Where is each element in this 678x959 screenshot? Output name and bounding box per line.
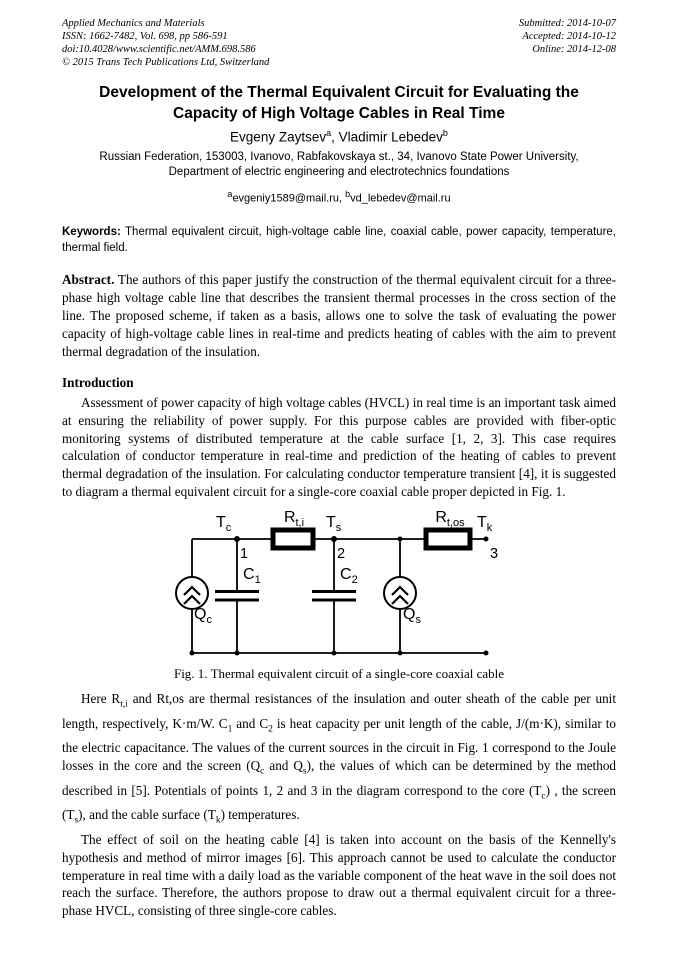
current-source-qc — [176, 577, 208, 609]
body-paragraph-3: The effect of soil on the heating cable [4] is taken into account on the basis of the Kennelly's hypothesis and method of mirror images [6]. This approach cannot be used to calculate the conductor temperature in real time with a daily load as the variable component of the heat wave in the soil does not reach the surface. Therefore, the authors propose to draw out a thermal equivalent circuit for a three-phase HVCL, consisting of three single-core cables. — [62, 831, 616, 919]
capacitor-label-c2: $C_2$ — [340, 566, 358, 587]
journal-copyright: © 2015 Trans Tech Publications Ltd, Switzerland — [62, 57, 270, 68]
source-label-qs: $Q_s$ — [403, 606, 421, 627]
node-label-tk: $T_k$ — [477, 514, 493, 535]
accepted-date: Accepted: 2014-10-12 — [522, 31, 616, 42]
resistor-rti — [273, 530, 313, 548]
resistor-label-rti: $R_{t,i}$ — [283, 509, 305, 530]
journal-doi: doi:10.4028/www.scientific.net/AMM.698.586 — [62, 44, 256, 55]
node-label-ts: $T_s$ — [326, 514, 342, 535]
keywords-block — [62, 225, 616, 256]
figure-1 — [62, 509, 616, 682]
keywords-label: Keywords: — [62, 226, 121, 239]
authors-line: Evgeny Zaytsev$^a$, Vladimir Lebedev$^b$ — [230, 128, 448, 145]
affiliation-line-2: Department of electric engineering and electrotechnics foundations — [168, 165, 510, 178]
abstract-block — [62, 271, 616, 361]
node-number-1: 1 — [240, 546, 249, 563]
affiliation-line-1: Russian Federation, 153003, Ivanovo, Rabfakovskaya st., 34, Ivanovo State Power University, — [99, 150, 579, 163]
capacitor-c1 — [215, 592, 259, 601]
node-number-2: 2 — [337, 546, 346, 563]
current-source-qs — [384, 577, 416, 609]
section-heading-introduction: Introduction — [62, 374, 134, 390]
resistor-rtos — [426, 530, 470, 548]
body-paragraph-2: Here $R_{t,i}$ and Rt,os are thermal resistances of the insulation and outer sheath of the cable per unit length, respectively, K·m/W. $C_1$ and $C_2$ is heat capacity per unit length of the cable, J/(m·K), similar to the electric capacitance. The values of the current sources in the circuit in Fig. 1 correspond to the Joule losses in the core and the screen ($Q_c$ and $Q_s$), the values of which can be determined by the method described in [5]. Potentials of points 1, 2 and 3 in the diagram correspond to the core $(T_c)$ , the screen $(T_s)$, and the cable surface $(T_k)$ temperatures. — [62, 691, 617, 826]
affiliation — [62, 150, 616, 180]
abstract-text: The authors of this paper justify the construction of the thermal equivalent circuit for a three-phase high voltage cable line that describes the transient thermal processes in the cross section of the line. The proposed scheme, if taken as a basis, allows one to solve the task of evaluating the power capacity of high-voltage cable lines in real-time and predicts heating of cables with the aim to prevent thermal degradation of the insulation. — [62, 272, 616, 359]
node-label-tc: $T_c$ — [216, 514, 232, 535]
resistor-label-rtos: $R_{t,os}$ — [435, 509, 465, 530]
submission-dates — [519, 17, 616, 69]
intro-paragraph-1: Assessment of power capacity of high voltage cables (HVCL) in real time is an important task aimed at ensuring the reliability of power supply. For this purpose cables are provided with fiber-optic monitoring systems of distributed temperature at the cable surface [1, 2, 3]. This case requires calculation of conductor temperature in real-time and prediction of the heating of cables to prevent thermal degradation of the insulation. For calculating conductor temperature transient [4], it is suggested to diagram a thermal equivalent circuit for a single-core coaxial cable proper depicted in Fig. 1. — [62, 394, 616, 500]
journal-name: Applied Mechanics and Materials — [62, 18, 205, 29]
author-emails: $^a$evgeniy1589@mail.ru, $^b$vd_lebedev@mail.ru — [227, 188, 451, 205]
source-label-qc: $Q_c$ — [194, 606, 212, 627]
submitted-date: Submitted: 2014-10-07 — [518, 18, 616, 29]
journal-issn-volume: ISSN: 1662-7482, Vol. 698, pp 586-591 — [62, 31, 228, 42]
capacitor-label-c1: $C_1$ — [243, 566, 261, 587]
online-date: Online: 2014-12-08 — [532, 44, 616, 55]
paper-title — [62, 82, 616, 124]
abstract-label: Abstract. — [62, 272, 115, 288]
paper-title-line-2: Capacity of High Voltage Cables in Real Time — [173, 105, 505, 122]
keywords-text: Thermal equivalent circuit, high-voltage cable line, coaxial cable, power capacity, temperature, thermal field. — [62, 226, 616, 254]
journal-info — [62, 17, 269, 69]
node-number-3: 3 — [490, 546, 499, 563]
figure-caption: Fig. 1. Thermal equivalent circuit of a single-core coaxial cable — [173, 666, 505, 682]
circuit-diagram — [174, 509, 504, 661]
paper-title-line-1: Development of the Thermal Equivalent Circuit for Evaluating the — [99, 84, 579, 101]
journal-header — [62, 17, 616, 69]
capacitor-c2 — [312, 592, 356, 601]
